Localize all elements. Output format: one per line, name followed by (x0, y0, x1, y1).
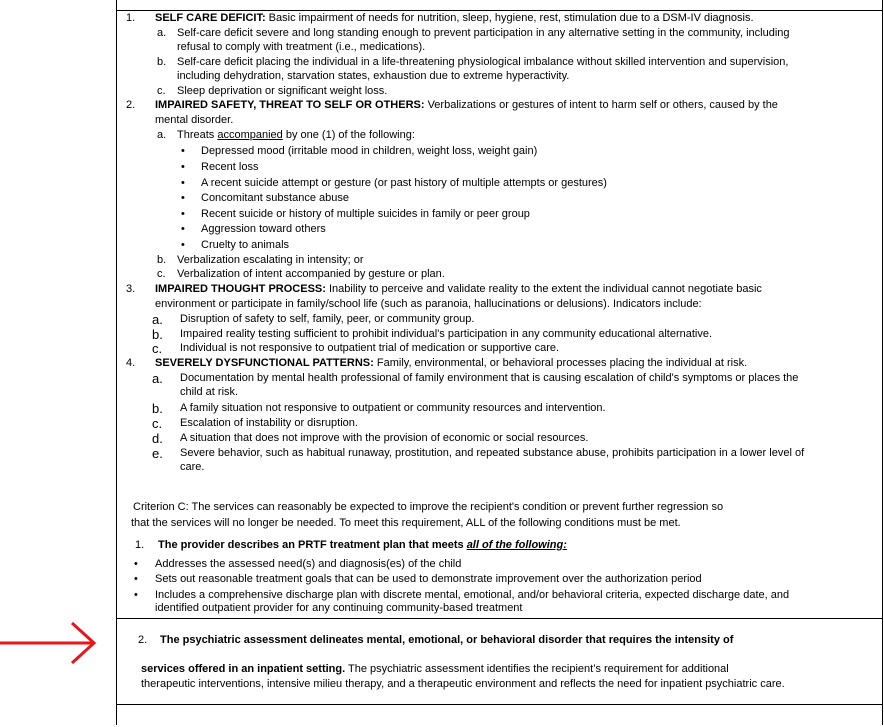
section3-b-text: Impaired reality testing sufficient to prohibit individual's participation in any community educational alternative. (180, 328, 713, 340)
bullet-icon: • (181, 161, 185, 173)
section2-a-underlined: accompanied (217, 129, 283, 141)
section1-b-line2: including dehydration, starvation states, exhaustion due to extreme hyperactivity. (177, 70, 570, 82)
section4-a-letter: a. (152, 371, 163, 386)
bullet-icon: • (134, 573, 138, 585)
criterion-c-line1: Criterion C: The services can reasonably be expected to improve the recipient's condition or prevent further regression so (133, 501, 724, 513)
bottom-divider (116, 704, 883, 705)
section3-line2: environment or participate in family/school life (such as paranoia, hallucinations or delusions). Indicators include: (155, 298, 702, 310)
section2-bullet-1: Depressed mood (irritable mood in children, weight loss, weight gain) (201, 145, 538, 157)
criterion-c-bullet-1: Addresses the assessed need(s) and diagnosis(es) of the child (155, 558, 462, 570)
criterion-c-line2: that the services will no longer be needed. To meet this requirement, ALL of the following conditions must be met. (131, 517, 681, 529)
section2-line2: mental disorder. (155, 114, 234, 126)
bullet-icon: • (134, 558, 138, 570)
bullet-icon: • (181, 145, 185, 157)
criterion-c-item1-emphasis: all of the following: (466, 539, 567, 551)
section2-b-letter: b. (157, 254, 167, 266)
section2-c-text: Verbalization of intent accompanied by gesture or plan. (177, 268, 445, 280)
bullet-icon: • (181, 208, 185, 220)
section4-text: Family, environmental, or behavioral processes placing the individual at risk. (373, 357, 748, 369)
bullet-icon: • (181, 177, 185, 189)
section2-b-text: Verbalization escalating in intensity; or (177, 254, 364, 266)
section3-title: IMPAIRED THOUGHT PROCESS: (155, 283, 326, 295)
section3-b-letter: b. (152, 327, 163, 342)
section4-e-letter: e. (152, 446, 163, 461)
item2-bold-line2: services offered in an inpatient setting. (141, 663, 346, 675)
section4-d-letter: d. (152, 431, 163, 446)
section2-text: Verbalizations or gestures of intent to harm self or others, caused by the (424, 99, 778, 111)
section2-bullet-6: Aggression toward others (201, 223, 326, 235)
section3-a-letter: a. (152, 312, 163, 327)
section2-bullet-5: Recent suicide or history of multiple suicides in family or peer group (201, 208, 530, 220)
section1-b-letter: b. (157, 56, 167, 68)
item2-line2 (141, 663, 729, 676)
section1-b-line1: Self-care deficit placing the individual in a life-threatening physiological imbalance without skilled intervention and supervision, (177, 56, 789, 68)
item2-number: 2. (138, 634, 148, 646)
section2-title: IMPAIRED SAFETY, THREAT TO SELF OR OTHERS: (155, 99, 425, 111)
item2-line3: therapeutic interventions, intensive milieu therapy, and a therapeutic environment and reflects the need for inpatient psychiatric care. (141, 678, 785, 690)
section2-a-line (177, 129, 415, 142)
item2-bold-line1: The psychiatric assessment delineates mental, emotional, or behavioral disorder that requires the intensity of (160, 634, 734, 646)
section3-a-text: Disruption of safety to self, family, peer, or community group. (180, 313, 475, 325)
section1-title: SELF CARE DEFICIT: (155, 12, 266, 24)
section4-e-line2: care. (180, 461, 205, 473)
section-divider (116, 618, 883, 619)
criterion-c-bullet-3: Includes a comprehensive discharge plan with discrete mental, emotional, and/or behavioral criteria, expected discharge date, and (155, 589, 790, 601)
section4-heading (155, 357, 747, 370)
section3-number: 3. (126, 283, 136, 295)
section2-a-pre: Threats (177, 129, 218, 141)
section4-b-letter: b. (152, 401, 163, 416)
section3-c-text: Individual is not responsive to outpatient trial of medication or supportive care. (180, 342, 560, 354)
section2-heading (155, 99, 778, 112)
bullet-icon: • (181, 239, 185, 251)
section4-a-line1: Documentation by mental health professional of family environment that is causing escalation of child's symptoms or places the (180, 372, 799, 384)
section1-c-letter: c. (157, 85, 166, 97)
section1-a-letter: a. (157, 27, 167, 39)
criterion-c-item1 (158, 539, 567, 552)
section3-heading (155, 283, 762, 296)
section1-heading (155, 12, 754, 25)
criterion-c-bullet-3-line2: identified outpatient provider for any continuing community-based treatment (155, 602, 523, 614)
item2-text-line2: The psychiatric assessment identifies the recipient’s requirement for additional (345, 663, 729, 675)
section4-c-text: Escalation of instability or disruption. (180, 417, 358, 429)
section4-c-letter: c. (152, 416, 163, 431)
section2-a-post: by one (1) of the following: (282, 129, 415, 141)
section1-number: 1. (126, 12, 136, 24)
section2-c-letter: c. (157, 268, 166, 280)
section4-b-text: A family situation not responsive to outpatient or community resources and intervention. (180, 402, 606, 414)
bullet-icon: • (134, 589, 138, 601)
criterion-c-bullet-2: Sets out reasonable treatment goals that can be used to demonstrate improvement over the authorization period (155, 573, 702, 585)
section2-bullet-7: Cruelty to animals (201, 239, 290, 251)
bullet-icon: • (181, 223, 185, 235)
section2-bullet-3: A recent suicide attempt or gesture (or past history of multiple attempts or gestures) (201, 177, 607, 189)
criterion-c-item1-text: The provider describes an PRTF treatment plan that meets (158, 539, 467, 551)
section2-number: 2. (126, 99, 136, 111)
section1-text: Basic impairment of needs for nutrition, sleep, hygiene, rest, stimulation due to a DSM-IV diagnosis. (265, 12, 754, 24)
section4-number: 4. (126, 357, 136, 369)
section2-bullet-4: Concomitant substance abuse (201, 192, 349, 204)
section2-a-letter: a. (157, 129, 167, 141)
red-arrow-icon (0, 618, 100, 668)
section3-text: Inability to perceive and validate reality to the extent the individual cannot negotiate basic (325, 283, 762, 295)
section1-a-line2: refusal to comply with treatment (i.e., medications). (177, 41, 426, 53)
section3-c-letter: c. (152, 341, 163, 356)
section4-title: SEVERELY DYSFUNCTIONAL PATTERNS: (155, 357, 374, 369)
section4-d-text: A situation that does not improve with the provision of economic or social resources. (180, 432, 589, 444)
top-rule (116, 10, 883, 11)
section1-c-line1: Sleep deprivation or significant weight loss. (177, 85, 388, 97)
section4-a-line2: child at risk. (180, 386, 239, 398)
section1-a-line1: Self-care deficit severe and long standing enough to prevent participation in any alternative setting in the community, including (177, 27, 790, 39)
section4-e-line1: Severe behavior, such as habitual runaway, prostitution, and repeated substance abuse, prohibits participation in a lower level of (180, 447, 805, 459)
section2-bullet-2: Recent loss (201, 161, 259, 173)
criterion-c-item1-number: 1. (135, 539, 145, 551)
bullet-icon: • (181, 192, 185, 204)
